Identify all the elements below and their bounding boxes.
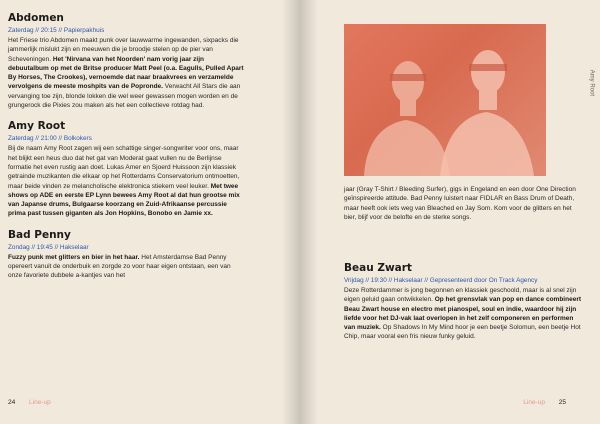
- entry-bad-penny: [8, 229, 246, 281]
- photo-caption: Amy Root: [588, 69, 594, 96]
- page-number: 24: [8, 399, 16, 406]
- section-name: Line-up: [29, 399, 51, 406]
- artist-name: Amy Root: [8, 120, 66, 133]
- artist-photo: [344, 24, 546, 176]
- event-meta: Vrijdag // 19:30 // Hakselaar // Gepresenteerd door On Track Agency: [344, 277, 538, 284]
- left-footer: [8, 399, 51, 406]
- event-meta: Zaterdag // 21:00 // Bolkokers: [8, 135, 92, 143]
- bad-penny-continuation: [344, 185, 582, 222]
- artist-name: Abdomen: [8, 12, 64, 24]
- artist-description: jaar (Gray T-Shirt / Bleeding Surfer), gigs in Engeland en een door One Direction geïnspireerde attitude. Bad Penny luistert naar FIDLAR en Bass Drum of Death, maar heeft ook iets weg van Bleached en Jay Som. Kom voor de glitters en het bier, blijf voor de belofte en de sterke songs.: [344, 186, 576, 221]
- duo-silhouette-image: [344, 24, 546, 176]
- entry-beau-zwart: [344, 262, 582, 342]
- section-name: Line-up: [523, 399, 545, 406]
- artist-name: Beau Zwart: [344, 262, 412, 274]
- right-page: [300, 0, 600, 424]
- entry-abdomen: [8, 12, 246, 110]
- page-number: 25: [558, 399, 566, 406]
- artist-description: Het Friese trio Abdomen maakt punk over lauwwarme ingewanden, sixpacks die jammerlijk mislukt zijn en meeuwen die je broodje stelen op de pier van Scheveningen. Het 'Nirvana van het Noorden' nam vorig jaar zijn debuutalbum op met de Britse producer Matt Peel (o.a. Eagulls, Pulled Apart By Horses, The Crookes), vernoemde dat naar braakvrees en verzamelde vervolgens de meeste moshpits van de Popronde. Verwacht All Stars die aan vervanging toe zijn, blonde lokken die wel weer gewassen mogen worden en de grungerock die Pixies zou maken als het een collectieve rotdag had.: [8, 37, 244, 110]
- artist-description: Deze Rotterdammer is jong begonnen en klassiek geschoold, maar is al snel zijn eigen geluid gaan ontwikkelen. Op het grensvlak van pop en dance combineert Beau Zwart house en electro met pianospel, soul en indie, waardoor hij zijn liefde voor het DJ-vak laat overlopen in het zelf componeren en performen van muziek. Op Shadows In My Mind hoor je een beetje Solomun, een beetje Hot Chip, maar vooral een fris nieuw funky geluid.: [344, 287, 582, 341]
- right-footer: [523, 399, 566, 406]
- left-column: [8, 12, 246, 281]
- event-meta: Zondag // 19:45 // Hakselaar: [8, 243, 89, 251]
- artist-description: Fuzzy punk met glitters en bier in het haar. Het Amsterdamse Bad Penny opereert vanuit de onderbuik en zorgde zo voor haar eigen ontstaan, een van onze favoriete dubbele a-kantjes van het: [8, 253, 231, 280]
- artist-name: Bad Penny: [8, 228, 71, 241]
- artist-description: Bij de naam Amy Root zagen wij een schattige singer-songwriter voor ons, maar het blijkt een heus duo dat het gat van Moderat gaat vullen nu de Berlijnse formatie het even rustig aan doet. Lukas Amer en Sjoerd Huissoon zijn klassiek getrainde muzikanten die elkaar op het Rotterdams Conservatorium ontmoetten, maar beide vinden ze melancholische elektronica stiekem veel leuker. Met twee shows op ADE en eerste EP Lynn bewees Amy Root al dat hun grootse mix van Japanse drums, Bulgaarse koorzang en Zuid-Afrikaanse percussie prima past tussen giganten als Jon Hopkins, Bonobo en Jamie xx.: [8, 145, 240, 218]
- event-meta: Zaterdag // 20:15 // Papierpakhuis: [8, 27, 105, 34]
- entry-amy-root: [8, 120, 246, 218]
